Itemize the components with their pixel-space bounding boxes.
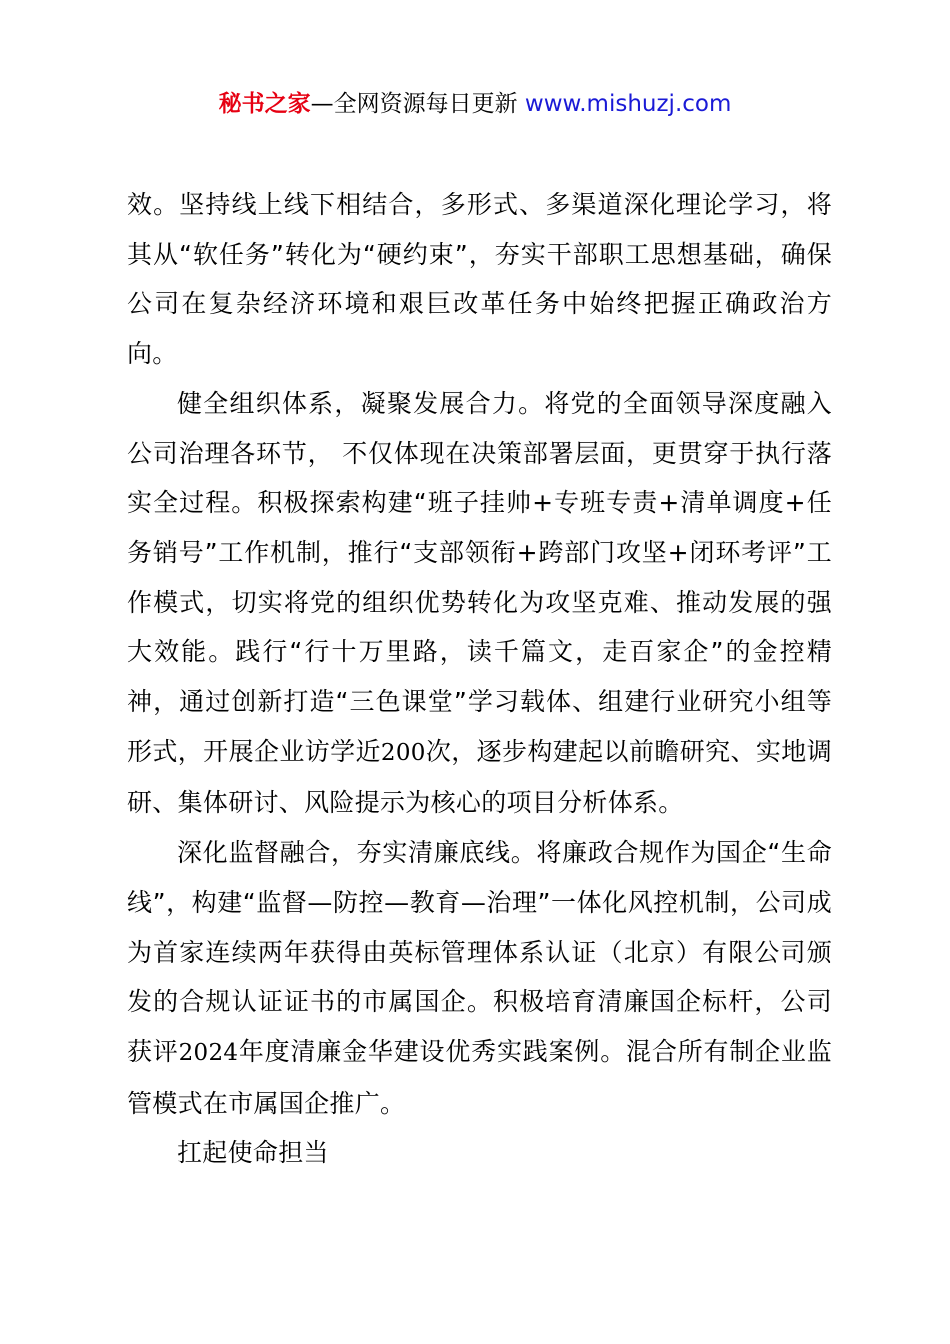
section-heading-mission (127, 1128, 832, 1178)
paragraph-text: 健全组织体系，凝聚发展合力。将党的全面领导深度融入公司治理各环节， 不仅体现在决策部署层面，更贯穿于执行落实全过程。积极探索构建“班子挂帅+专班专责+清单调度+任务销号”工作机制，推行“支部领衔+跨部门攻坚+闭环考评”工作模式，切实将党的组织优势转化为攻坚克难、推动发展的强大效能。践行“行十万里路，读千篇文，走百家企”的金控精神，通过创新打造“三色课堂”学习载体、组建行业研究小组等形式，开展企业访学近 (127, 388, 832, 766)
paragraph-text: 次，逐步构建起以前瞻研究、实地调研、集体研讨、风险提示为核心的项目分析体系。 (127, 736, 832, 818)
visit-count-number: 200 (380, 739, 426, 766)
paragraph-supervision (127, 828, 832, 1128)
document-body (127, 180, 832, 1178)
site-url-link[interactable]: www.mishuzj.com (524, 91, 732, 117)
site-brand: 秘书之家 (218, 91, 311, 117)
site-tagline: —全网资源每日更新 (310, 91, 525, 117)
award-year-number: 2024 (178, 1039, 239, 1066)
paragraph-continuation (127, 180, 832, 379)
site-header (0, 88, 950, 120)
paragraph-text: 扛起使命担当 (177, 1138, 329, 1168)
paragraph-text: 效。坚持线上线下相结合，多形式、多渠道深化理论学习，将其从“软任务”转化为“硬约束”，夯实干部职工思想基础，确保公司在复杂经济环境和艰巨改革任务中始终把握正确政治方向。 (127, 190, 832, 369)
paragraph-organization-system (127, 379, 832, 828)
paragraph-text: 年度清廉金华建设优秀实践案例。混合所有制企业监管模式在市属国企推广。 (127, 1036, 832, 1118)
paragraph-text: 深化监督融合，夯实清廉底线。将廉政合规作为国企“生命线”，构建“监督—防控—教育—治理”一体化风控机制，公司成为首家连续两年获得由英标管理体系认证（北京）有限公司颁发的合规认证证书的市属国企。积极培育清廉国企标杆，公司获评 (127, 838, 832, 1066)
